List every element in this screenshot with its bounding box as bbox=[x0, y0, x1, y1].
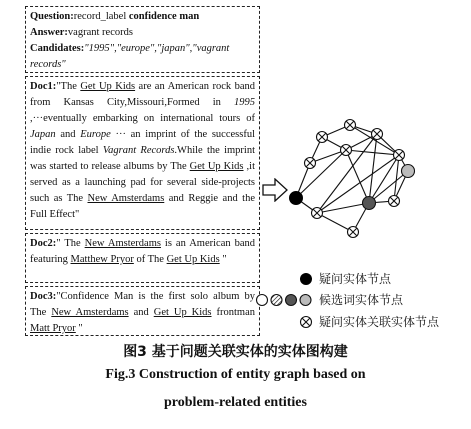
related-entity-node bbox=[372, 129, 383, 140]
doc1-entity-new-amsterdams: New Amsterdams bbox=[87, 193, 165, 204]
related-nodes bbox=[305, 120, 405, 238]
doc2-part: is an American band featuring bbox=[30, 238, 256, 265]
question-text: record_label bbox=[73, 11, 127, 22]
doc2-part: " bbox=[219, 254, 227, 265]
doc3-entity-matt-pryor: Matt Pryor bbox=[30, 323, 76, 334]
related-entity-node bbox=[394, 150, 405, 161]
answer-line bbox=[30, 25, 255, 41]
doc3-entity-get-up-kids: Get Up Kids bbox=[153, 307, 212, 318]
doc3-part: " bbox=[75, 323, 83, 334]
doc1-part: ,···eventually embarking on international tours of bbox=[30, 113, 255, 124]
doc1-label: Doc1: bbox=[30, 81, 57, 92]
related-entity-node bbox=[341, 145, 352, 156]
question-line bbox=[30, 9, 255, 25]
legend-question-entity-label: 疑问实体节点 bbox=[319, 272, 392, 286]
question-entity-node bbox=[290, 192, 303, 205]
legend-related-entity-label: 疑问实体关联实体节点 bbox=[319, 315, 440, 329]
candidates-line bbox=[30, 41, 255, 73]
doc1-entity-get-up-kids: Get Up Kids bbox=[80, 81, 136, 92]
circle-x-icon bbox=[299, 315, 313, 329]
graph-edge bbox=[317, 213, 353, 232]
figure-caption-zh: 图3 基于问题关联实体的实体图构建 bbox=[123, 344, 348, 360]
doc2-part: of The bbox=[133, 254, 167, 265]
graph-edge bbox=[296, 150, 346, 198]
candidate-node-icons bbox=[255, 293, 313, 307]
candidate-node-dark bbox=[363, 197, 376, 210]
doc2-box bbox=[25, 233, 260, 283]
doc1-part: and bbox=[55, 129, 81, 140]
doc3-label: Doc3: bbox=[30, 291, 57, 302]
candidate-node-light bbox=[402, 165, 415, 178]
black-dot-icon bbox=[299, 272, 313, 286]
doc1-entity-get-up-kids-2: Get Up Kids bbox=[189, 161, 244, 172]
doc3-part: frontman bbox=[211, 307, 255, 318]
legend-candidate-entity-label: 候选词实体节点 bbox=[319, 293, 404, 307]
answer-text: vagrant records bbox=[67, 27, 133, 38]
doc3-part: and bbox=[128, 307, 154, 318]
related-entity-node bbox=[345, 120, 356, 131]
doc1-part: are an American rock band from Kansas City,Missouri,Formed in bbox=[30, 81, 255, 108]
question-label: Question: bbox=[30, 11, 74, 22]
graph-legend bbox=[255, 270, 470, 335]
related-entity-node bbox=[317, 132, 328, 143]
doc1-box bbox=[25, 76, 260, 230]
doc1-part: and Reggie and the Full Effect" bbox=[30, 193, 255, 220]
figure-caption-en-line2: problem-related entities bbox=[164, 395, 307, 410]
legend-question-entity bbox=[299, 270, 391, 287]
doc2-label: Doc2: bbox=[30, 238, 57, 249]
doc1-entity-vagrant-records: Vagrant Records bbox=[102, 145, 175, 156]
graph-edge bbox=[369, 171, 408, 203]
graph-edge bbox=[346, 150, 369, 203]
related-entity-node bbox=[305, 158, 316, 169]
doc1-part: "The bbox=[56, 81, 81, 92]
doc1-part: ··· an imprint of the successful indie rock label bbox=[30, 129, 255, 156]
doc1-entity-japan: Japan bbox=[30, 129, 56, 140]
graph-edge bbox=[317, 155, 399, 213]
doc2-entity-get-up-kids: Get Up Kids bbox=[166, 254, 220, 265]
doc3-box bbox=[25, 286, 260, 336]
figure-caption-en-line1: Fig.3 Construction of entity graph based on bbox=[105, 367, 366, 382]
candidates-text: "1995","europe","japan","vagrant records" bbox=[30, 43, 230, 70]
doc1-part: .While the imprint was started to release albums by The bbox=[30, 145, 255, 172]
doc2-entity-matthew-pryor: Matthew Pryor bbox=[70, 254, 134, 265]
doc2-entity-new-amsterdams: New Amsterdams bbox=[84, 238, 161, 249]
entity-graph bbox=[280, 100, 460, 250]
answer-label: Answer: bbox=[30, 27, 68, 38]
doc2-part: " The bbox=[56, 238, 85, 249]
related-entity-node bbox=[348, 227, 359, 238]
doc3-entity-new-amsterdams: New Amsterdams bbox=[51, 307, 129, 318]
question-box bbox=[25, 6, 260, 73]
legend-candidate-entity bbox=[255, 291, 403, 308]
doc1-part: ,it served as a launching pad for several side-projects such as The bbox=[30, 161, 256, 204]
candidates-label: Candidates: bbox=[30, 43, 85, 54]
question-entity: confidence man bbox=[128, 11, 200, 22]
doc1-entity-1995: 1995 bbox=[234, 97, 255, 108]
legend-related-entity bbox=[299, 313, 439, 330]
doc3-part: "Confidence Man is the first solo album by The bbox=[30, 291, 255, 318]
doc1-entity-europe: Europe bbox=[80, 129, 111, 140]
related-entity-node bbox=[312, 208, 323, 219]
related-entity-node bbox=[389, 196, 400, 207]
